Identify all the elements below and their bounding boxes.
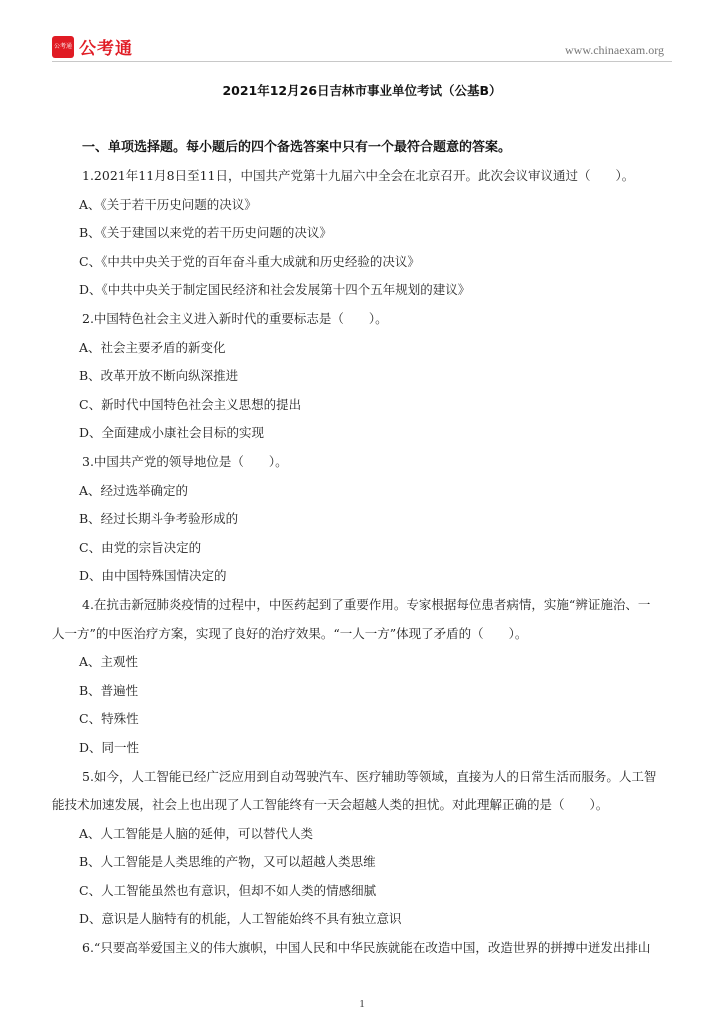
document-title: 2021年12月26日吉林市事业单位考试（公基B） [222,83,502,98]
question-1-option-b: B、《关于建国以来党的若干历史问题的决议》 [79,225,332,240]
question-4-option-d: D、同一性 [79,740,140,755]
page-header [52,34,664,64]
question-1-option-a: A、《关于若干历史问题的决议》 [79,197,257,212]
question-2-stem: 2.中国特色社会主义进入新时代的重要标志是（ ）。 [82,311,388,326]
question-6-stem-line-1: 6.“只要高举爱国主义的伟大旗帜，中国人民和中华民族就能在改造中国，改造世界的拼搏中迸发出排山 [82,940,651,955]
logo-text: 公考通 [79,39,133,59]
logo [52,34,133,59]
header-divider [52,61,672,62]
question-5-stem-line-2: 能技术加速发展，社会上也出现了人工智能终有一天会超越人类的担忧。对此理解正确的是（ ）。 [52,797,609,812]
page-number: 1 [359,998,365,1010]
question-2-option-b: B、改革开放不断向纵深推进 [79,368,239,383]
question-3-option-c: C、由党的宗旨决定的 [79,540,202,555]
question-2-option-d: D、全面建成小康社会目标的实现 [79,425,265,440]
question-4-option-b: B、普遍性 [79,683,139,698]
question-5-option-c: C、人工智能虽然也有意识，但却不如人类的情感细腻 [79,883,377,898]
logo-badge: 公考通 [52,36,74,58]
question-5-option-b: B、人工智能是人类思维的产物，又可以超越人类思维 [79,854,376,869]
question-4-option-a: A、主观性 [79,654,139,669]
question-2-option-c: C、新时代中国特色社会主义思想的提出 [79,397,302,412]
question-1-option-c: C、《中共中央关于党的百年奋斗重大成就和历史经验的决议》 [79,254,420,269]
question-3-stem: 3.中国共产党的领导地位是（ ）。 [82,454,288,469]
question-3-option-a: A、经过选举确定的 [79,483,189,498]
question-3-option-d: D、由中国特殊国情决定的 [79,568,227,583]
question-4-stem-line-1: 4.在抗击新冠肺炎疫情的过程中，中医药起到了重要作用。专家根据每位患者病情，实施“辨证施治、一 [82,597,651,612]
section-heading: 一、单项选择题。每小题后的四个备选答案中只有一个最符合题意的答案。 [82,140,512,155]
question-5-option-a: A、人工智能是人脑的延伸，可以替代人类 [79,826,314,841]
question-3-option-b: B、经过长期斗争考验形成的 [79,511,239,526]
site-url: www.chinaexam.org [565,43,664,57]
question-5-stem-line-1: 5.如今，人工智能已经广泛应用到自动驾驶汽车、医疗辅助等领域，直接为人的日常生活而服务。人工智 [82,769,657,784]
question-2-option-a: A、社会主要矛盾的新变化 [79,340,226,355]
question-4-stem-line-2: 人一方”的中医治疗方案，实现了良好的治疗效果。“一人一方”体现了矛盾的（ ）。 [52,626,528,641]
question-5-option-d: D、意识是人脑特有的机能，人工智能始终不具有独立意识 [79,911,402,926]
question-4-option-c: C、特殊性 [79,711,139,726]
question-1-option-d: D、《中共中央关于制定国民经济和社会发展第十四个五年规划的建议》 [79,282,471,297]
question-1-stem: 1.2021年11月8日至11日，中国共产党第十九届六中全会在北京召开。此次会议审议通过（ ）。 [82,168,635,183]
